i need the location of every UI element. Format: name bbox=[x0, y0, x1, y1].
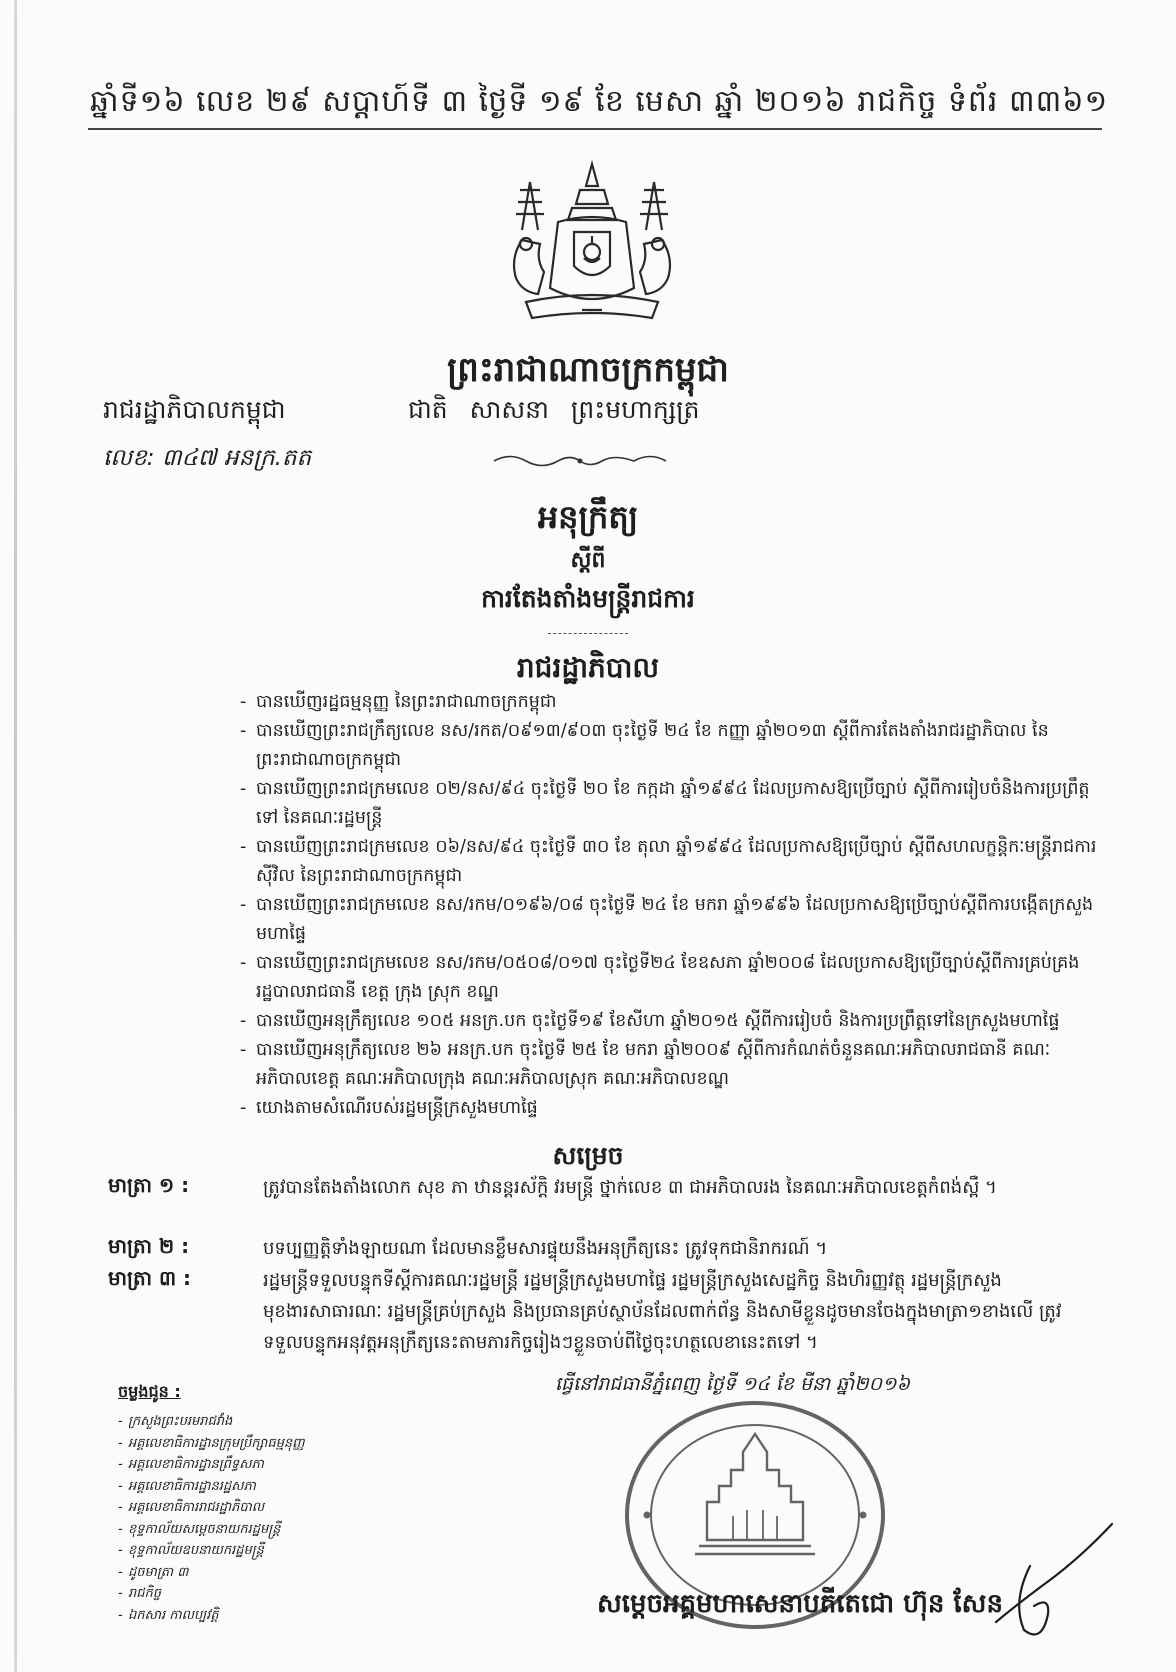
recipient-item: - អគ្គលេខាធិការរាជរដ្ឋាភិបាល bbox=[118, 1497, 418, 1519]
kingdom-title: ព្រះរាជាណាចក្រកម្ពុជា bbox=[447, 350, 729, 390]
government-header: រាជរដ្ឋាភិបាលកម្ពុជា bbox=[103, 395, 286, 424]
considerations-list bbox=[240, 688, 1100, 1123]
national-motto: ជាតិ សាសនា ព្រះមហាក្សត្រ bbox=[408, 395, 700, 424]
consideration-item: - បានឃើញអនុក្រឹត្យលេខ ១០៥ អនក្រ.បក ចុះថ្ងៃទី១៩ ខែសីហា ឆ្នាំ២០១៥ ស្តីពីការរៀបចំ និងការប្រព្រឹត្តទៅនៃក្រសួងមហាផ្ទៃ bbox=[240, 1007, 1100, 1036]
consideration-item: - បានឃើញរដ្ឋធម្មនុញ្ញ នៃព្រះរាជាណាចក្រកម្ពុជា bbox=[240, 688, 1100, 717]
document-number: លេខ: ៣៤៧ អនក្រ.តត bbox=[103, 445, 312, 471]
consideration-item: - បានឃើញអនុក្រឹត្យលេខ ២៦ អនក្រ.បក ចុះថ្ងៃទី ២៥ ខែ មករា ឆ្នាំ២០០៩ ស្តីពីការកំណត់ចំនួនគណៈអភិបាលរាជធានី គណៈអភិបាលខេត្ត គណៈអភិបាលក្រុង គណៈអភិបាលស្រុក គណៈអភិបាលខណ្ឌ bbox=[240, 1036, 1100, 1094]
consideration-item: - យោងតាមសំណើរបស់រដ្ឋមន្ត្រីក្រសួងមហាផ្ទៃ bbox=[240, 1094, 1100, 1123]
recipient-item: - ក្រសួងព្រះបរមរាជវាំង bbox=[118, 1411, 418, 1433]
recipient-item: - ខុទ្ទកាល័យសម្តេចនាយករដ្ឋមន្ត្រី bbox=[118, 1519, 418, 1541]
recipient-item: - ខុទ្ទកាល័យឧបនាយករដ្ឋមន្ត្រី bbox=[118, 1540, 418, 1562]
decree-subject: ការតែងតាំងមន្ត្រីរាជការ bbox=[481, 584, 695, 613]
ornament-divider bbox=[490, 452, 670, 470]
issuer-title: រាជរដ្ឋាភិបាល bbox=[516, 651, 660, 684]
gazette-header: ឆ្នាំទី១៦ លេខ ២៩ សប្តាហ៍ទី ៣ ថ្ងៃទី ១៩ ខែ មេសា ឆ្នាំ ២០១៦ រាជកិច្ច ទំព័រ ៣៣៦១ bbox=[90, 84, 1109, 119]
article-label: មាត្រា ២ : bbox=[108, 1234, 190, 1258]
consideration-item: - បានឃើញព្រះរាជក្រមលេខ ០២/នស/៩៤ ចុះថ្ងៃទី ២០ ខែ កក្កដា ឆ្នាំ១៩៩៤ ដែលប្រកាសឱ្យប្រើច្បាប់ ស្តីពីការរៀបចំនិងការប្រព្រឹត្តទៅ នៃគណៈរដ្ឋមន្ត្រី bbox=[240, 775, 1100, 833]
recipient-item: - អគ្គលេខាធិការដ្ឋានរដ្ឋសភា bbox=[118, 1476, 418, 1498]
article-text: បទប្បញ្ញត្តិទាំងឡាយណា ដែលមានខ្លឹមសារផ្ទុយនឹងអនុក្រឹត្យនេះ ត្រូវទុកជានិរាករណ៍ ។ bbox=[263, 1238, 828, 1259]
recipient-item: - អគ្គលេខាធិការដ្ឋានព្រឹទ្ធសភា bbox=[118, 1454, 418, 1476]
document-type-title: អនុក្រឹត្យ bbox=[537, 498, 639, 536]
consideration-item: - បានឃើញព្រះរាជក្រមលេខ នស/រកម/០៥០៨/០១៧ ចុះថ្ងៃទី២៤ ខែឧសភា ឆ្នាំ២០០៨ ដែលប្រកាសឱ្យប្រើច្បាប់ស្តីពីការគ្រប់គ្រងរដ្ឋបាលរាជធានី ខេត្ត ក្រុង ស្រុក ខណ្ឌ bbox=[240, 949, 1100, 1007]
recipients-block bbox=[118, 1381, 418, 1626]
binding-shadow bbox=[14, 0, 17, 1672]
consideration-item: - បានឃើញព្រះរាជក្រមលេខ ០៦/នស/៩៤ ចុះថ្ងៃទី ៣០ ខែ តុលា ឆ្នាំ១៩៩៤ ដែលប្រកាសឱ្យប្រើច្បាប់ ស្តីពីសហលក្ខន្តិកៈមន្ត្រីរាជការស៊ីវិល នៃព្រះរាជាណាចក្រកម្ពុជា bbox=[240, 833, 1100, 891]
consideration-item: - បានឃើញព្រះរាជក្រឹត្យលេខ នស/រកត/០៩១៣/៩០៣ ចុះថ្ងៃទី ២៤ ខែ កញ្ញា ឆ្នាំ២០១៣ ស្តីពីការតែងតាំងរាជរដ្ឋាភិបាល នៃព្រះរាជាណាចក្រកម្ពុជា bbox=[240, 717, 1100, 775]
article-label: មាត្រា ៣ : bbox=[108, 1266, 192, 1290]
subject-divider bbox=[548, 633, 628, 635]
recipient-item: - រាជកិច្ច bbox=[118, 1583, 418, 1605]
article-text: ត្រូវបានតែងតាំងលោក សុខ ភា ឋានន្តរស័ក្តិ វរមន្ត្រី ថ្នាក់លេខ ៣ ជាអភិបាលរង នៃគណៈអភិបាលខេត្តកំពង់ស្ពឺ ។ bbox=[263, 1177, 997, 1198]
handwritten-signature bbox=[990, 1510, 1120, 1650]
decision-title: សម្រេច bbox=[552, 1141, 624, 1170]
article-text: រដ្ឋមន្ត្រីទទួលបន្ទុកទីស្តីការគណៈរដ្ឋមន្ត្រី រដ្ឋមន្ត្រីក្រសួងមហាផ្ទៃ រដ្ឋមន្ត្រីក្រសួងសេដ្ឋកិច្ច និងហិរញ្ញវត្ថុ រដ្ឋមន្ត្រីក្រសួងមុខងារសាធារណៈ រដ្ឋមន្ត្រីគ្រប់ក្រសួង និងប្រធានគ្រប់ស្ថាប័នដែលពាក់ព័ន្ធ និងសាមីខ្លួនដូចមានចែងក្នុងមាត្រា១ខាងលើ ត្រូវទទួលបន្ទុកអនុវត្តអនុក្រឹត្យនេះតាមភារកិច្ចរៀងៗខ្លួនចាប់ពីថ្ងៃចុះហត្ថលេខានេះតទៅ ។ bbox=[263, 1270, 1062, 1353]
recipient-item: - អគ្គលេខាធិការដ្ឋានក្រុមប្រឹក្សាធម្មនុញ្ញ bbox=[118, 1433, 418, 1455]
recipient-item: - ឯកសារ កាលប្បវត្តិ bbox=[118, 1605, 418, 1627]
place-and-date: ធ្វើនៅរាជធានីភ្នំពេញ ថ្ងៃទី ១៤ ខែ មីនា ឆ្នាំ២០១៦ bbox=[555, 1373, 910, 1395]
article-label: មាត្រា ១ : bbox=[108, 1173, 190, 1197]
on-subject-word: ស្តីពី bbox=[570, 548, 606, 573]
royal-arms-emblem bbox=[492, 160, 692, 335]
recipient-item: - ដូចមាត្រា ៣ bbox=[118, 1562, 418, 1584]
header-rule bbox=[88, 128, 1102, 130]
recipients-list bbox=[118, 1411, 418, 1626]
signatory-name: សម្តេចអគ្គមហាសេនាបតីតេជោ ហ៊ុន សែន bbox=[597, 1589, 1003, 1619]
consideration-item: - បានឃើញព្រះរាជក្រមលេខ នស/រកម/០១៩៦/០៨ ចុះថ្ងៃទី ២៤ ខែ មករា ឆ្នាំ១៩៩៦ ដែលប្រកាសឱ្យប្រើច្បាប់ស្តីពីការបង្កើតក្រសួងមហាផ្ទៃ bbox=[240, 891, 1100, 949]
recipients-title: ចម្លងជូន : bbox=[118, 1382, 181, 1401]
